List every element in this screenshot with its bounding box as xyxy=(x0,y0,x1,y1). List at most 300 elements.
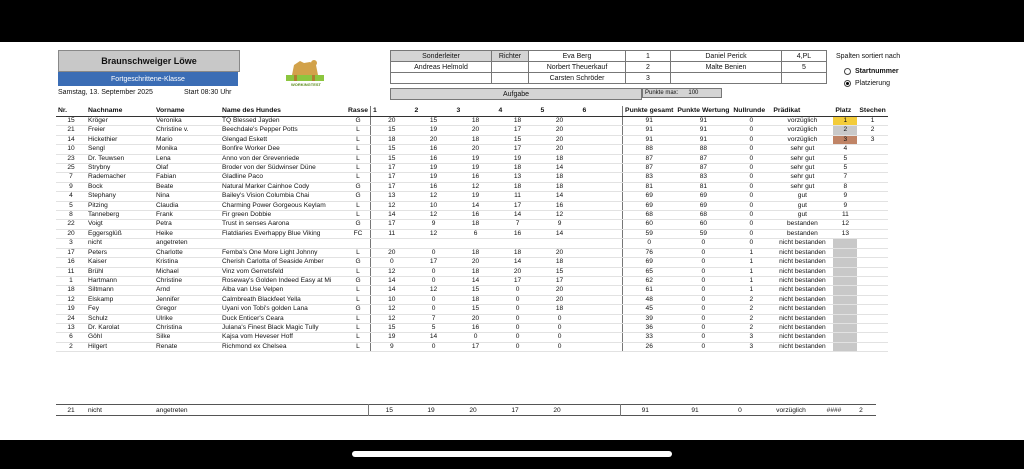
table-cell: L xyxy=(346,323,371,332)
table-cell: 6 xyxy=(455,229,497,238)
table-cell: 18 xyxy=(539,258,581,267)
table-cell: 0 xyxy=(731,135,771,144)
table-cell: 0 xyxy=(413,276,455,285)
summary-cell: 91 xyxy=(691,406,699,414)
summary-cell: 0 xyxy=(738,406,742,414)
table-cell: Kaiser xyxy=(86,258,154,267)
table-cell: 19 xyxy=(497,154,539,163)
table-cell: 14 xyxy=(371,211,413,220)
table-cell: Freier xyxy=(86,126,154,135)
table-cell: 16 xyxy=(539,201,581,210)
summary-cell xyxy=(220,405,346,416)
aufgabe-header: Aufgabe xyxy=(390,88,642,100)
table-cell: nicht bestanden xyxy=(771,267,833,276)
table-cell: Rademacher xyxy=(86,173,154,182)
table-cell xyxy=(857,305,887,314)
table-cell: 11 xyxy=(56,267,86,276)
table-cell: 19 xyxy=(455,164,497,173)
table-cell: sehr gut xyxy=(771,154,833,163)
table-cell: 17 xyxy=(371,182,413,191)
table-cell: 18 xyxy=(539,182,581,191)
table-cell: 13 xyxy=(56,323,86,332)
table-cell xyxy=(857,314,887,323)
table-cell: Kristina xyxy=(154,258,220,267)
table-cell xyxy=(857,211,887,220)
class-label: Fortgeschrittene-Klasse xyxy=(58,72,238,86)
table-cell: 18 xyxy=(497,164,539,173)
richter-label: Richter xyxy=(492,51,529,62)
table-cell: Tanneberg xyxy=(86,211,154,220)
table-cell: 17 xyxy=(413,258,455,267)
table-cell: 18 xyxy=(455,295,497,304)
table-cell: 0 xyxy=(497,286,539,295)
judge-no: 3 xyxy=(626,73,671,84)
table-cell xyxy=(581,323,623,332)
table-cell: 20 xyxy=(539,295,581,304)
table-cell xyxy=(833,286,857,295)
table-cell: Charming Power Gorgeous Keylam xyxy=(220,201,346,210)
summary-cell: 17 xyxy=(511,406,519,414)
table-cell: 18 xyxy=(497,117,539,126)
table-cell: 91 xyxy=(623,126,676,135)
judge-right-val: 5 xyxy=(782,62,827,73)
table-cell: 81 xyxy=(623,182,676,191)
table-row xyxy=(56,182,888,191)
table-cell xyxy=(346,239,371,248)
table-cell: Dr. Teuwsen xyxy=(86,154,154,163)
table-cell: 5 xyxy=(413,323,455,332)
table-row xyxy=(56,258,888,267)
table-cell: G xyxy=(346,258,371,267)
table-cell: 3 xyxy=(731,333,771,342)
radio-icon[interactable] xyxy=(844,68,851,75)
table-cell: 14 xyxy=(371,276,413,285)
table-row xyxy=(56,333,888,342)
table-cell: 68 xyxy=(675,211,731,220)
table-cell: 20 xyxy=(539,135,581,144)
table-cell: 17 xyxy=(497,145,539,154)
column-header: Platz xyxy=(833,106,857,117)
table-cell: 81 xyxy=(675,182,731,191)
table-cell: 18 xyxy=(455,220,497,229)
table-cell: 61 xyxy=(623,286,676,295)
table-cell: 10 xyxy=(371,295,413,304)
table-cell: 0 xyxy=(731,229,771,238)
table-cell: L xyxy=(346,154,371,163)
table-cell: Ulrike xyxy=(154,314,220,323)
table-cell: 20 xyxy=(539,117,581,126)
table-cell: 18 xyxy=(539,305,581,314)
table-cell: TQ Blessed Jayden xyxy=(220,117,346,126)
table-cell: 17 xyxy=(497,201,539,210)
table-cell: 9 xyxy=(539,220,581,229)
table-cell: 12 xyxy=(56,295,86,304)
table-cell: 17 xyxy=(371,173,413,182)
table-cell: 0 xyxy=(455,333,497,342)
table-row xyxy=(56,323,888,332)
table-cell: 19 xyxy=(413,126,455,135)
table-cell: Elskamp xyxy=(86,295,154,304)
sort-option-label: Platzierung xyxy=(855,80,891,87)
judge-no: 1 xyxy=(626,51,671,62)
judge-right-name: Malte Benien xyxy=(671,62,782,73)
table-cell xyxy=(539,239,581,248)
table-cell: Nina xyxy=(154,192,220,201)
table-cell xyxy=(833,314,857,323)
table-cell: L xyxy=(346,126,371,135)
judge-right-name: Daniel Perick xyxy=(671,51,782,62)
summary-cell: 19 xyxy=(427,406,435,414)
table-cell: 15 xyxy=(455,305,497,314)
logo-caption: WORKINGTEST xyxy=(291,82,321,87)
table-cell: Richmond ex Chelsea xyxy=(220,342,346,351)
table-cell: 5 xyxy=(833,164,857,173)
table-cell: Stephany xyxy=(86,192,154,201)
table-cell: 2 xyxy=(731,295,771,304)
table-cell: 0 xyxy=(413,267,455,276)
table-row xyxy=(56,145,888,154)
judge-no: 2 xyxy=(626,62,671,73)
judge-right-name xyxy=(671,73,782,84)
punkte-max-value: 100 xyxy=(688,90,699,96)
table-cell: 19 xyxy=(413,173,455,182)
table-cell: 39 xyxy=(623,314,676,323)
table-cell: 87 xyxy=(623,154,676,163)
table-cell: 0 xyxy=(675,248,731,257)
table-cell: vorzüglich xyxy=(771,135,833,144)
table-cell: 4 xyxy=(56,192,86,201)
table-cell: 2 xyxy=(857,126,887,135)
table-cell: nicht bestanden xyxy=(771,342,833,351)
table-cell xyxy=(857,145,887,154)
table-row xyxy=(56,314,888,323)
table-cell: 7 xyxy=(56,173,86,182)
table-cell xyxy=(581,145,623,154)
table-cell: 0 xyxy=(731,145,771,154)
table-cell: 17 xyxy=(455,342,497,351)
table-cell: 0 xyxy=(675,342,731,351)
table-cell: 19 xyxy=(455,192,497,201)
table-cell: Michael xyxy=(154,267,220,276)
table-cell: L xyxy=(346,201,371,210)
table-cell: 1 xyxy=(731,267,771,276)
table-cell: 0 xyxy=(731,117,771,126)
radio-selected-icon[interactable] xyxy=(844,80,851,87)
table-cell xyxy=(581,220,623,229)
table-cell: gut xyxy=(771,201,833,210)
table-cell: 20 xyxy=(455,258,497,267)
table-cell: nicht bestanden xyxy=(771,248,833,257)
sort-option-startnummer[interactable] xyxy=(844,68,899,75)
table-cell: Hickethier xyxy=(86,135,154,144)
table-cell: 9 xyxy=(833,201,857,210)
table-cell: sehr gut xyxy=(771,182,833,191)
table-cell: nicht bestanden xyxy=(771,276,833,285)
table-cell: 14 xyxy=(539,164,581,173)
table-cell xyxy=(581,117,623,126)
table-cell: 15 xyxy=(371,126,413,135)
table-cell xyxy=(581,154,623,163)
table-cell: 17 xyxy=(497,276,539,285)
table-cell: 16 xyxy=(455,323,497,332)
table-cell xyxy=(857,248,887,257)
table-cell: 3 xyxy=(833,135,857,144)
table-cell xyxy=(581,229,623,238)
table-cell: 91 xyxy=(675,117,731,126)
table-cell xyxy=(581,135,623,144)
table-cell: 2 xyxy=(731,314,771,323)
sonderleiter-label: Sonderleiter xyxy=(391,51,492,62)
sort-title: Spalten sortiert nach xyxy=(836,53,901,60)
table-cell: bestanden xyxy=(771,220,833,229)
table-cell: nicht bestanden xyxy=(771,295,833,304)
table-cell: L xyxy=(346,135,371,144)
table-row xyxy=(56,295,888,304)
table-cell: Sengl xyxy=(86,145,154,154)
table-cell: 1 xyxy=(833,117,857,126)
table-cell: 12 xyxy=(413,286,455,295)
table-cell: Monika xyxy=(154,145,220,154)
table-cell: 9 xyxy=(56,182,86,191)
summary-cell: angetreten xyxy=(156,406,188,414)
table-cell: 20 xyxy=(371,248,413,257)
column-header: Vorname xyxy=(154,106,220,117)
table-cell: 0 xyxy=(539,314,581,323)
table-cell xyxy=(833,342,857,351)
table-cell xyxy=(857,342,887,351)
table-cell: Flatdiaries Everhappy Blue Viking xyxy=(220,229,346,238)
home-indicator[interactable] xyxy=(352,451,672,457)
table-cell: 88 xyxy=(623,145,676,154)
table-cell xyxy=(581,173,623,182)
table-cell: 14 xyxy=(539,192,581,201)
table-cell: nicht bestanden xyxy=(771,305,833,314)
table-cell xyxy=(857,267,887,276)
table-cell: 15 xyxy=(371,154,413,163)
table-cell: FC xyxy=(346,229,371,238)
table-cell: 59 xyxy=(675,229,731,238)
table-cell: L xyxy=(346,286,371,295)
table-cell: 91 xyxy=(675,135,731,144)
table-cell: 20 xyxy=(455,314,497,323)
table-cell: 20 xyxy=(539,126,581,135)
column-header: 4 xyxy=(497,106,539,117)
table-cell: 0 xyxy=(675,276,731,285)
table-cell: nicht bestanden xyxy=(771,239,833,248)
table-cell: Siltmann xyxy=(86,286,154,295)
table-cell: 3 xyxy=(56,239,86,248)
table-cell: 12 xyxy=(413,211,455,220)
table-cell xyxy=(833,305,857,314)
summary-cell: 15 xyxy=(368,405,410,416)
table-cell xyxy=(581,305,623,314)
table-cell: Hartmann xyxy=(86,276,154,285)
table-cell: 11 xyxy=(371,229,413,238)
table-row xyxy=(56,173,888,182)
table-cell: G xyxy=(346,305,371,314)
table-cell: 4 xyxy=(833,145,857,154)
table-cell: Christina xyxy=(154,323,220,332)
table-cell: G xyxy=(346,220,371,229)
table-cell: sehr gut xyxy=(771,164,833,173)
table-cell xyxy=(220,239,346,248)
table-cell xyxy=(833,239,857,248)
summary-cell xyxy=(346,405,368,416)
judge-name: Carsten Schröder xyxy=(529,73,626,84)
summary-table xyxy=(56,404,876,416)
table-cell: 15 xyxy=(497,135,539,144)
table-cell: 68 xyxy=(623,211,676,220)
table-cell: nicht bestanden xyxy=(771,286,833,295)
table-cell: Fey xyxy=(86,305,154,314)
table-cell: Veronika xyxy=(154,117,220,126)
table-row xyxy=(56,267,888,276)
sort-option-platzierung[interactable] xyxy=(844,80,890,87)
table-cell: Broder von der Südwinser Düne xyxy=(220,164,346,173)
table-cell: 83 xyxy=(675,173,731,182)
table-cell: 9 xyxy=(371,342,413,351)
table-cell: 7 xyxy=(833,173,857,182)
table-cell: 0 xyxy=(675,333,731,342)
table-cell: Anno von der Grevenriede xyxy=(220,154,346,163)
table-cell: sehr gut xyxy=(771,173,833,182)
table-cell: L xyxy=(346,248,371,257)
column-header: Nullrunde xyxy=(731,106,771,117)
table-cell xyxy=(581,182,623,191)
table-cell: 18 xyxy=(56,286,86,295)
table-cell xyxy=(581,286,623,295)
results-table xyxy=(56,106,888,352)
table-cell: Christine v. xyxy=(154,126,220,135)
table-cell: 3 xyxy=(731,342,771,351)
table-cell: 19 xyxy=(455,154,497,163)
table-cell: Olaf xyxy=(154,164,220,173)
column-header: Prädikat xyxy=(771,106,833,117)
table-cell: 87 xyxy=(675,164,731,173)
table-cell: 3 xyxy=(857,135,887,144)
table-cell: 2 xyxy=(731,323,771,332)
table-cell: Fabian xyxy=(154,173,220,182)
top-black-bar xyxy=(0,0,1024,42)
table-cell: 0 xyxy=(675,267,731,276)
summary-cell: 2 xyxy=(859,406,863,414)
table-cell: Julana's Finest Black Magic Tully xyxy=(220,323,346,332)
table-row xyxy=(56,211,888,220)
sort-option-label: Startnummer xyxy=(855,68,899,75)
table-row xyxy=(56,276,888,285)
table-cell: nicht bestanden xyxy=(771,314,833,323)
table-cell: 18 xyxy=(497,182,539,191)
table-cell: Roseway's Golden Indeed Easy at Mi xyxy=(220,276,346,285)
table-cell: 14 xyxy=(539,229,581,238)
column-header: Punkte Wertung xyxy=(675,106,731,117)
table-cell: 16 xyxy=(455,211,497,220)
table-cell: 12 xyxy=(371,201,413,210)
table-cell xyxy=(581,342,623,351)
table-cell: 21 xyxy=(56,126,86,135)
table-cell: 1 xyxy=(731,248,771,257)
table-cell: 14 xyxy=(455,201,497,210)
table-cell: 13 xyxy=(497,173,539,182)
summary-cell: 21 xyxy=(67,406,75,414)
table-cell: 15 xyxy=(539,267,581,276)
judge-right-val xyxy=(782,73,827,84)
table-cell: 25 xyxy=(56,164,86,173)
table-cell: 11 xyxy=(497,192,539,201)
table-cell: 76 xyxy=(623,248,676,257)
table-cell xyxy=(857,154,887,163)
table-cell: Uyani von Tobi's golden Lana xyxy=(220,305,346,314)
table-cell: 1 xyxy=(857,117,887,126)
table-cell: 33 xyxy=(623,333,676,342)
table-cell: L xyxy=(346,314,371,323)
table-cell: 12 xyxy=(539,211,581,220)
table-cell: Hilgert xyxy=(86,342,154,351)
judge-right-val: 4,PL xyxy=(782,51,827,62)
table-cell xyxy=(581,314,623,323)
table-cell xyxy=(833,267,857,276)
table-cell: 24 xyxy=(56,314,86,323)
table-row xyxy=(56,117,888,126)
table-cell xyxy=(833,276,857,285)
table-cell: 83 xyxy=(623,173,676,182)
table-cell: Göhl xyxy=(86,333,154,342)
table-cell: 12 xyxy=(413,192,455,201)
table-cell xyxy=(833,295,857,304)
table-cell: sehr gut xyxy=(771,145,833,154)
table-cell: nicht bestanden xyxy=(771,258,833,267)
column-header: Nr. xyxy=(56,106,86,117)
table-cell: 0 xyxy=(731,211,771,220)
table-cell: Kröger xyxy=(86,117,154,126)
table-cell: 17 xyxy=(56,248,86,257)
table-cell: 10 xyxy=(413,201,455,210)
table-cell: Beechdale's Pepper Potts xyxy=(220,126,346,135)
table-cell: 18 xyxy=(371,135,413,144)
table-cell: 0 xyxy=(731,201,771,210)
table-cell xyxy=(857,164,887,173)
table-cell: 91 xyxy=(675,126,731,135)
table-cell: 19 xyxy=(56,305,86,314)
table-cell: 18 xyxy=(539,154,581,163)
table-cell: 14 xyxy=(56,135,86,144)
table-cell: 13 xyxy=(371,192,413,201)
table-cell: Beate xyxy=(154,182,220,191)
table-cell: Bailey's Vision Columbia Chai xyxy=(220,192,346,201)
table-cell: 0 xyxy=(371,258,413,267)
table-cell: 69 xyxy=(623,201,676,210)
table-cell: 87 xyxy=(675,154,731,163)
table-cell: 14 xyxy=(413,333,455,342)
table-cell: vorzüglich xyxy=(771,117,833,126)
table-cell xyxy=(833,258,857,267)
table-cell: Dr. Karolat xyxy=(86,323,154,332)
table-cell: nicht bestanden xyxy=(771,333,833,342)
table-cell: 5 xyxy=(833,154,857,163)
table-cell xyxy=(857,286,887,295)
table-cell: 0 xyxy=(731,192,771,201)
table-cell: 62 xyxy=(623,276,676,285)
table-cell xyxy=(857,173,887,182)
table-cell: Kajsa vom Heveser Hoff xyxy=(220,333,346,342)
table-cell: Eggersglüß xyxy=(86,229,154,238)
table-cell: gut xyxy=(771,211,833,220)
table-cell: 0 xyxy=(731,220,771,229)
table-cell: 20 xyxy=(455,145,497,154)
table-cell xyxy=(857,182,887,191)
table-cell: Christine xyxy=(154,276,220,285)
table-cell: 17 xyxy=(539,276,581,285)
